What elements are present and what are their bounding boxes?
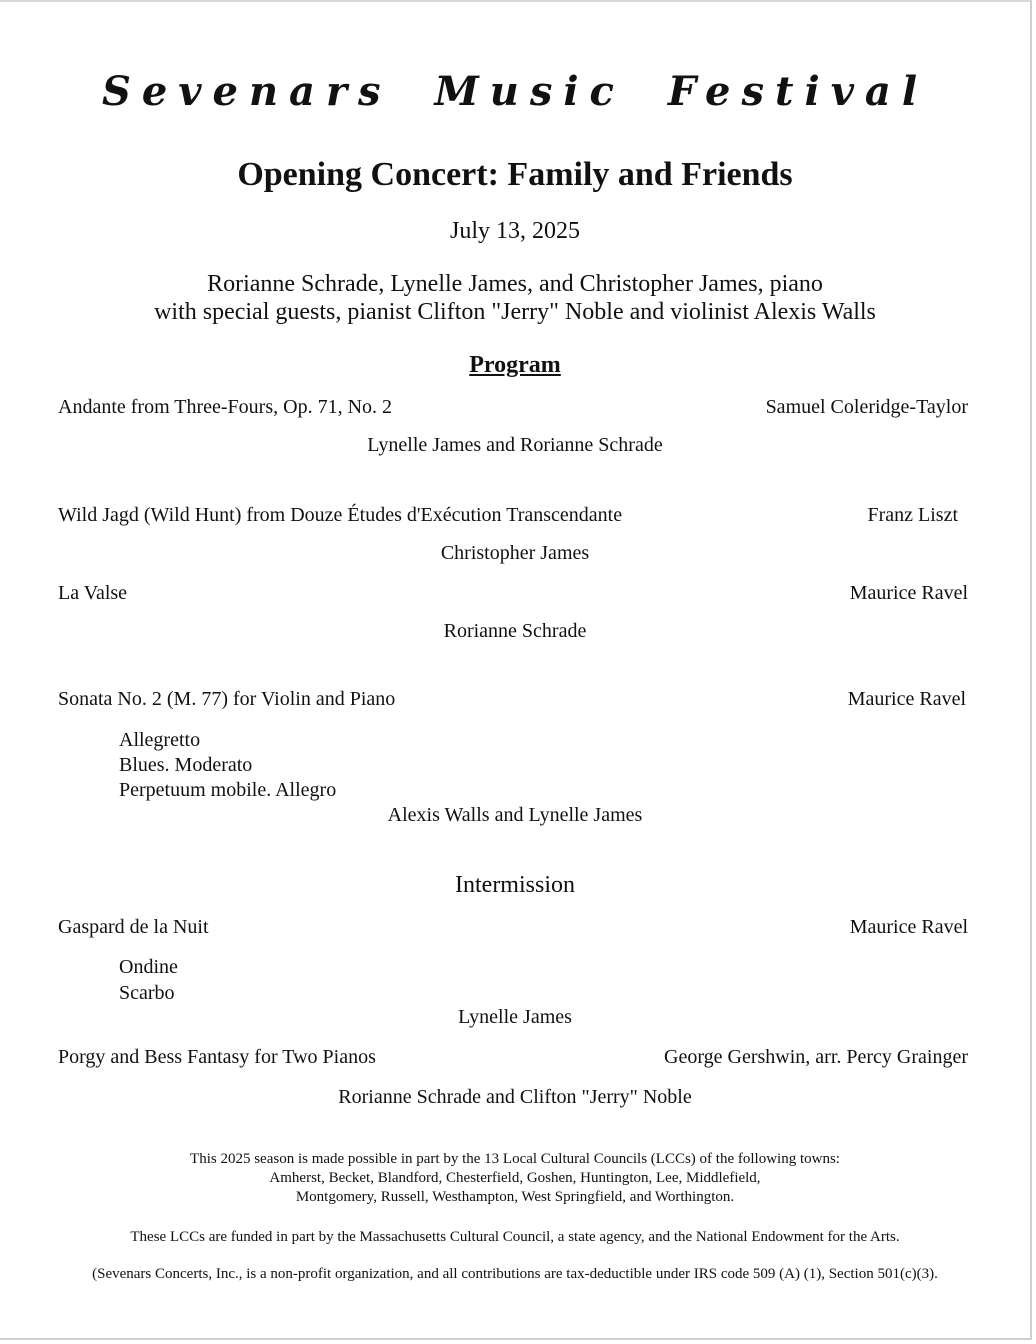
performers-line: Rorianne Schrade, Lynelle James, and Christopher James, piano: [207, 271, 823, 297]
movement-item: Ondine: [119, 956, 178, 978]
piece-composer: Maurice Ravel: [849, 916, 968, 938]
piece-title: Porgy and Bess Fantasy for Two Pianos: [58, 1046, 376, 1068]
movement-list: [119, 728, 336, 803]
movement-item: Blues. Moderato: [119, 754, 253, 776]
piece-title: Gaspard de la Nuit: [58, 916, 209, 938]
concert-title: Opening Concert: Family and Friends: [237, 156, 793, 193]
piece-composer: Samuel Coleridge-Taylor: [765, 396, 968, 418]
towns-line: Amherst, Becket, Blandford, Chesterfield, Goshen, Huntington, Lee, Middlefield,: [269, 1170, 761, 1186]
piece-composer: Franz Liszt: [867, 504, 958, 526]
movement-list: [119, 954, 178, 1006]
concert-date: July 13, 2025: [449, 218, 580, 244]
piece-title: Andante from Three-Fours, Op. 71, No. 2: [58, 396, 393, 418]
intermission-label: Intermission: [455, 872, 575, 898]
towns-line: Montgomery, Russell, Westhampton, West Springfield, and Worthington.: [295, 1189, 735, 1205]
performers-block: [0, 270, 1030, 326]
movement-item: Perpetuum mobile. Allegro: [119, 779, 337, 801]
festival-name: Sevenars Music Festival: [101, 68, 929, 115]
guests-line: with special guests, pianist Clifton "Jerry" Noble and violinist Alexis Walls: [154, 299, 876, 325]
piece-title: Wild Jagd (Wild Hunt) from Douze Études d'Exécution Transcendante: [58, 504, 623, 526]
piece-performers: Alexis Walls and Lynelle James: [387, 804, 643, 826]
program-heading: Program: [469, 352, 561, 378]
piece-composer: Maurice Ravel: [847, 688, 966, 710]
piece-title: Sonata No. 2 (M. 77) for Violin and Piano: [58, 688, 396, 710]
nonprofit-note: (Sevenars Concerts, Inc., is a non-profit organization, and all contributions are tax-deductible under IRS code 509 (A) (1), Section 501(c)(3).: [92, 1266, 938, 1282]
movement-item: Scarbo: [119, 982, 175, 1004]
piece-composer: Maurice Ravel: [849, 582, 968, 604]
support-line: This 2025 season is made possible in part by the 13 Local Cultural Councils (LCCs) of the following towns:: [190, 1151, 840, 1167]
piece-title: La Valse: [58, 582, 128, 604]
piece-performers: Rorianne Schrade and Clifton "Jerry" Noble: [338, 1086, 692, 1108]
piece-performers: Christopher James: [440, 542, 590, 564]
piece-performers: Lynelle James: [458, 1006, 572, 1028]
piece-performers: Lynelle James and Rorianne Schrade: [367, 434, 663, 456]
funding-note: These LCCs are funded in part by the Massachusetts Cultural Council, a state agency, and the National Endowment for the Arts.: [130, 1229, 900, 1245]
piece-composer: George Gershwin, arr. Percy Grainger: [664, 1046, 968, 1068]
support-note: [0, 1150, 1030, 1207]
piece-performers: Rorianne Schrade: [443, 620, 587, 642]
movement-item: Allegretto: [119, 729, 201, 751]
